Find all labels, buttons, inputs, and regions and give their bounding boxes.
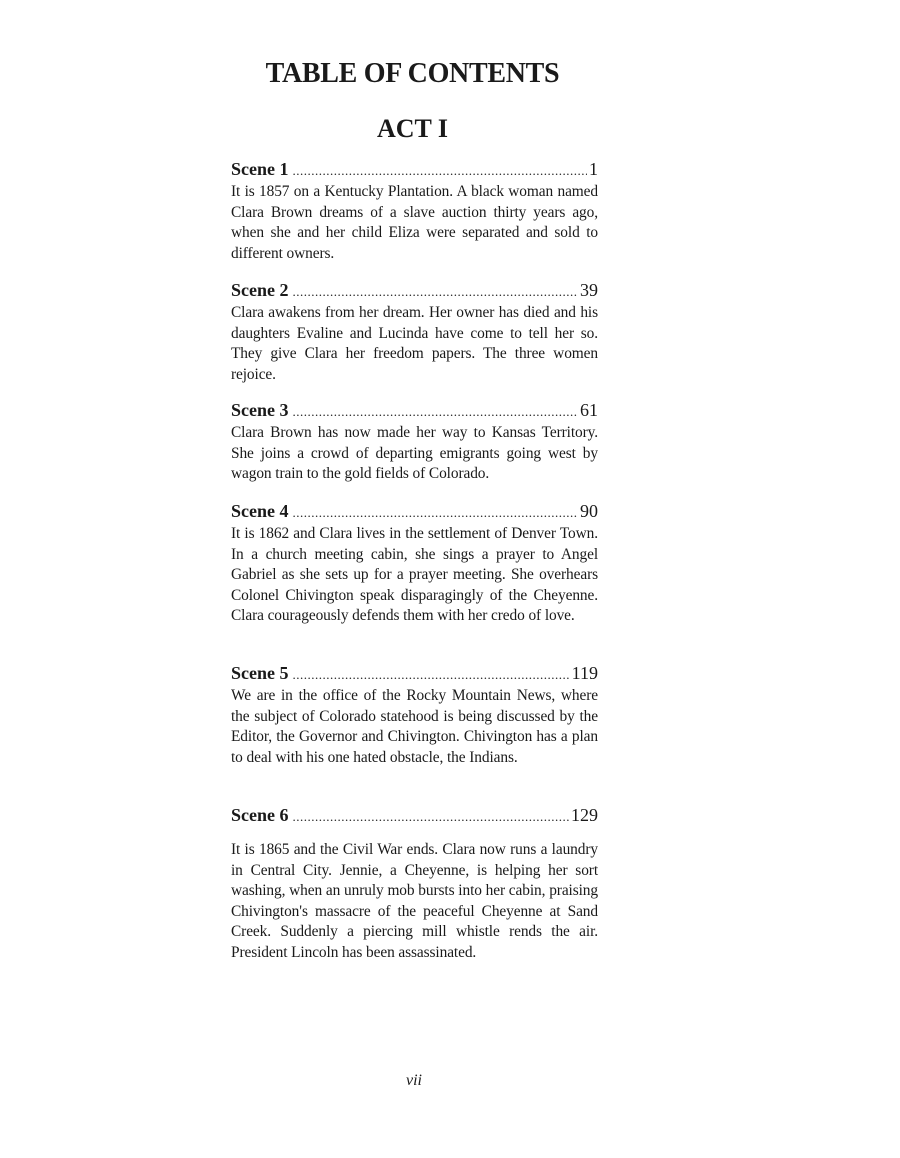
scene-page-number: 129 [571,805,598,825]
scene-heading [231,500,598,524]
leader-dots [293,664,570,686]
leader-dots [293,401,579,423]
scene-description: It is 1857 on a Kentucky Plantation. A black woman named Clara Brown dreams of a slave auction thirty years ago, when she and her child Eliza were separated and sold to different owners. [231,183,598,262]
scene-page-number: 1 [589,159,598,179]
scene-page-number: 119 [571,663,598,683]
leader-dots [293,502,579,524]
scene-description: We are in the office of the Rocky Mountain News, where the subject of Colorado statehood is being discussed by the Editor, the Governor and Chivington. Chivington has a plan to deal with his one hated obstacle, the Indians. [231,687,598,766]
leader-dots [293,160,588,182]
leader-dots [293,806,570,828]
scene-page-number: 90 [580,501,598,521]
act-heading: ACT I [376,114,449,143]
scene-entry-2 [231,279,598,385]
scene-page-number: 39 [580,280,598,300]
page-title: TABLE OF CONTENTS [265,58,560,89]
scene-description: Clara awakens from her dream. Her owner has died and his daughters Evaline and Lucinda have come to tell her so. They give Clara her freedom papers. The three women rejoice. [231,304,598,383]
scene-heading [231,158,598,182]
page-number: vii [406,1072,422,1089]
scene-entry-4 [231,500,598,627]
scene-heading [231,804,598,828]
scene-description: Clara Brown has now made her way to Kansas Territory. She joins a crowd of departing emigrants going west by wagon train to the gold fields of Colorado. [231,424,598,482]
scene-entry-5 [231,662,598,768]
scene-entry-3 [231,399,598,485]
scene-heading [231,279,598,303]
scene-label: Scene 3 [231,400,289,420]
scene-label: Scene 1 [231,159,289,179]
scene-heading [231,399,598,423]
scene-label: Scene 4 [231,501,289,521]
scene-label: Scene 5 [231,663,289,683]
scene-label: Scene 6 [231,805,289,825]
scene-description: It is 1865 and the Civil War ends. Clara now runs a laundry in Central City. Jennie, a Cheyenne, is helping her sort washing, when an unruly mob bursts into her cabin, praising Chivington's massacre of the peaceful Cheyenne at Sand Creek. Suddenly a piercing mill whistle rends the air. President Lincoln has been assassinated. [231,841,598,961]
leader-dots [293,281,579,303]
scene-entry-1 [231,158,598,264]
scene-entry-6 [231,804,598,963]
scene-page-number: 61 [580,400,598,420]
scene-heading [231,662,598,686]
scene-label: Scene 2 [231,280,289,300]
scene-description: It is 1862 and Clara lives in the settlement of Denver Town. In a church meeting cabin, she sings a prayer to Angel Gabriel as she sets up for a prayer meeting. She overhears Colonel Chivington speak disparagingly of the Cheyenne. Clara courageously defends them with her credo of love. [231,525,598,624]
